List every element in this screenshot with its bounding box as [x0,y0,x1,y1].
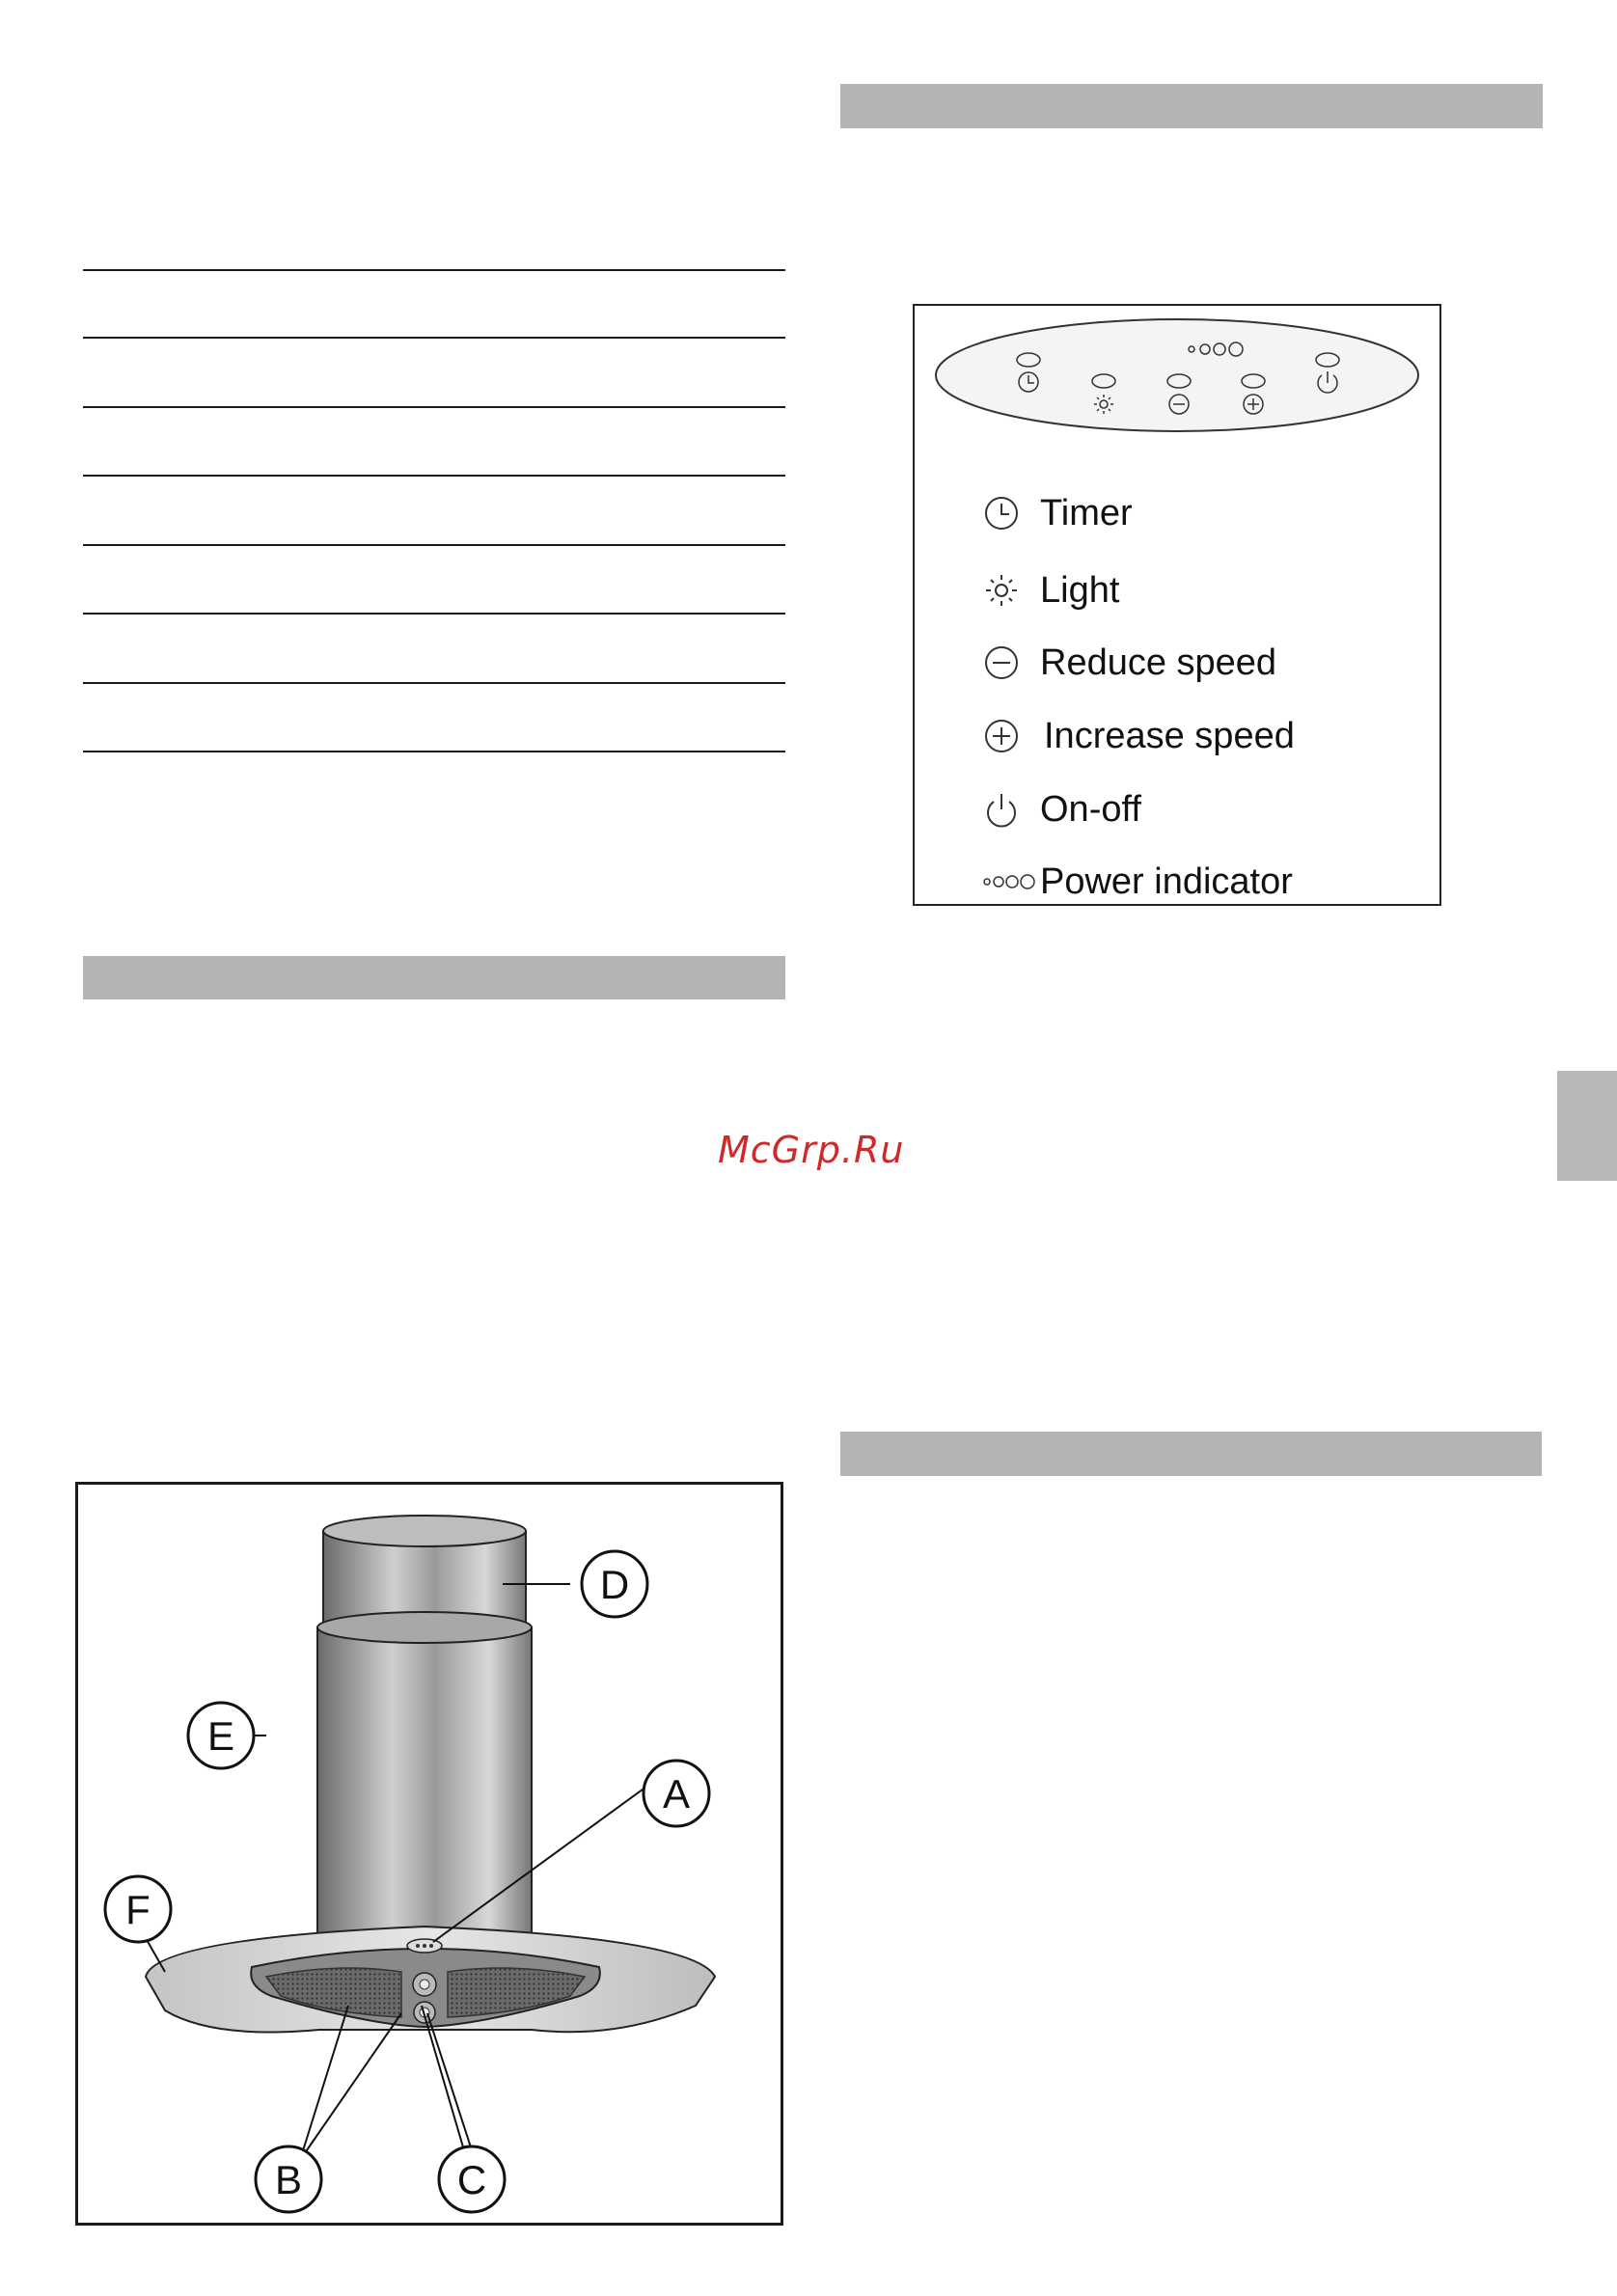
page-side-tab [1557,1071,1617,1181]
callout-letter: B [274,2157,303,2202]
callout-a [644,1761,709,1826]
legend-label: Timer [1040,492,1133,533]
timer-icon [982,494,1040,533]
legend-label: Increase speed [1044,715,1295,756]
legend-label: Reduce speed [1040,642,1277,683]
table-rule [83,475,785,477]
section-header-bar [840,1432,1542,1476]
light-icon [982,571,1040,610]
plus-icon [982,717,1040,755]
legend-item-timer [982,489,1133,537]
table-rule [83,337,785,339]
hood-illustration [78,1485,781,2223]
section-header-bar [83,956,785,999]
table-rule [83,269,785,271]
legend-item-increase-speed [982,712,1295,760]
watermark-text: McGrp.Ru [718,1129,905,1171]
callout-letter: C [456,2157,487,2202]
control-panel-illustration [915,306,1439,441]
callout-letter: E [206,1713,235,1759]
power-indicator-icon [982,862,1040,901]
legend-item-on-off [982,785,1141,834]
legend-item-light [982,566,1119,615]
section-header-bar [840,84,1543,128]
callout-b [256,2146,321,2212]
callout-letter: D [599,1562,630,1607]
power-icon [982,790,1040,829]
callout-letter: F [125,1887,151,1932]
table-rule [83,751,785,752]
control-panel-figure [913,304,1441,906]
callout-f [105,1876,171,1942]
legend-label: On-off [1040,788,1141,830]
table-rule [83,682,785,684]
callout-e [188,1703,254,1768]
minus-icon [982,643,1040,682]
legend-label: Light [1040,569,1120,611]
legend-item-power-indicator [982,858,1293,906]
callout-letter: A [662,1771,691,1817]
legend-label: Power indicator [1040,861,1293,902]
table-rule [83,613,785,615]
legend-item-reduce-speed [982,639,1276,687]
callout-d [582,1551,647,1617]
table-rule [83,406,785,408]
hood-diagram-figure [75,1482,783,2226]
table-rule [83,544,785,546]
callout-c [439,2146,505,2212]
